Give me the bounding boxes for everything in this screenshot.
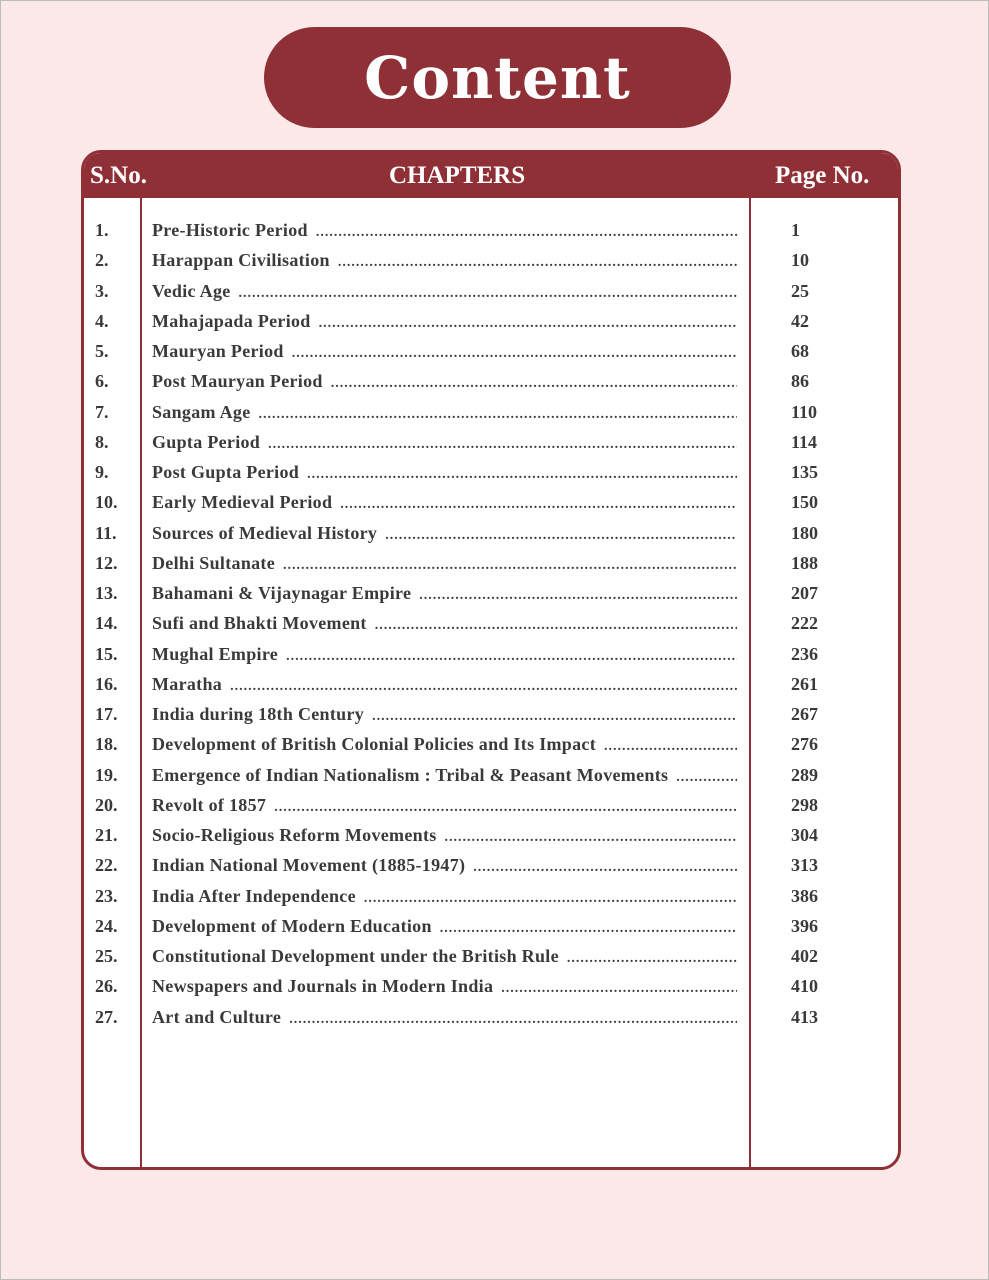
table-row bbox=[84, 672, 898, 702]
dot-leader bbox=[440, 921, 737, 937]
table-row bbox=[84, 309, 898, 339]
chapter-entry bbox=[152, 976, 737, 997]
dot-leader bbox=[259, 407, 737, 423]
chapter-title: Post Mauryan Period bbox=[152, 371, 323, 392]
dot-leader bbox=[419, 588, 737, 604]
page-number: 402 bbox=[791, 946, 818, 966]
dot-leader bbox=[239, 286, 737, 302]
page-number: 150 bbox=[791, 492, 818, 513]
chapter-title: Harappan Civilisation bbox=[152, 250, 330, 271]
table-row bbox=[84, 793, 898, 823]
page-number: 110 bbox=[791, 401, 818, 422]
table-row bbox=[84, 551, 898, 581]
chapter-number: 12. bbox=[95, 552, 118, 573]
page-number: 304 bbox=[791, 825, 818, 845]
page-number: 396 bbox=[791, 915, 818, 936]
table-row bbox=[84, 823, 898, 853]
dot-leader bbox=[230, 679, 737, 695]
page-title: Content bbox=[364, 43, 631, 112]
chapter-title: Delhi Sultanate bbox=[152, 552, 276, 573]
page-number: 236 bbox=[791, 643, 818, 664]
chapter-number: 7. bbox=[95, 401, 109, 422]
chapter-entry bbox=[152, 311, 737, 332]
dot-leader bbox=[319, 316, 737, 332]
page-number: 276 bbox=[791, 734, 818, 755]
chapter-number: 3. bbox=[95, 280, 109, 301]
chapter-entry bbox=[152, 371, 737, 392]
dot-leader bbox=[372, 709, 737, 725]
header-page-no: Page No. bbox=[775, 162, 870, 189]
chapter-entry bbox=[152, 795, 737, 816]
chapter-title: Sources of Medieval History bbox=[152, 522, 378, 543]
chapter-title: India during 18th Century bbox=[152, 704, 365, 724]
table-row bbox=[84, 853, 898, 883]
dot-leader bbox=[567, 951, 737, 967]
page-number: 410 bbox=[791, 976, 818, 997]
chapter-entry bbox=[152, 220, 737, 241]
table-row bbox=[84, 914, 898, 944]
chapter-number: 20. bbox=[95, 794, 118, 815]
table-row bbox=[84, 460, 898, 490]
chapter-number: 16. bbox=[95, 673, 118, 694]
chapter-entry bbox=[152, 855, 737, 876]
chapter-entry bbox=[152, 765, 737, 786]
page-number: 298 bbox=[791, 794, 818, 815]
table-row bbox=[84, 490, 898, 520]
table-row bbox=[84, 581, 898, 611]
page-number: 222 bbox=[791, 613, 818, 634]
chapter-entry bbox=[152, 402, 737, 423]
chapter-title: Art and Culture bbox=[152, 1006, 282, 1027]
chapter-entry bbox=[152, 825, 737, 846]
page-number: 25 bbox=[791, 280, 809, 301]
chapter-title: Bahamani & Vijaynagar Empire bbox=[152, 583, 412, 603]
dot-leader bbox=[292, 346, 737, 362]
chapter-entry bbox=[152, 341, 737, 362]
chapter-title: Mauryan Period bbox=[152, 341, 284, 361]
chapter-entry bbox=[152, 250, 737, 271]
dot-leader bbox=[604, 739, 737, 755]
dot-leader bbox=[375, 618, 737, 634]
chapter-title: Development of Modern Education bbox=[152, 915, 432, 936]
chapter-number: 15. bbox=[95, 643, 118, 664]
table-row bbox=[84, 702, 898, 732]
chapter-title: Newspapers and Journals in Modern India bbox=[152, 976, 494, 997]
chapter-entry bbox=[152, 916, 737, 937]
chapter-entry bbox=[152, 886, 737, 907]
table-row bbox=[84, 218, 898, 248]
chapter-number: 10. bbox=[95, 492, 118, 513]
chapter-number: 2. bbox=[95, 250, 109, 271]
chapter-number: 5. bbox=[95, 341, 109, 361]
dot-leader bbox=[676, 770, 737, 786]
chapter-title: Constitutional Development under the British Rule bbox=[152, 946, 559, 966]
chapter-title: Sangam Age bbox=[152, 401, 251, 422]
chapter-number: 17. bbox=[95, 704, 118, 724]
chapter-title: Early Medieval Period bbox=[152, 492, 333, 513]
chapter-title: Gupta Period bbox=[152, 431, 261, 452]
dot-leader bbox=[307, 467, 737, 483]
chapter-number: 25. bbox=[95, 946, 118, 966]
chapter-entry bbox=[152, 644, 737, 665]
chapter-title: Revolt of 1857 bbox=[152, 794, 267, 815]
chapter-number: 24. bbox=[95, 915, 118, 936]
chapter-number: 1. bbox=[95, 220, 109, 240]
chapter-number: 21. bbox=[95, 825, 118, 845]
chapter-number: 9. bbox=[95, 462, 109, 482]
dot-leader bbox=[364, 891, 737, 907]
dot-leader bbox=[274, 800, 737, 816]
chapter-number: 26. bbox=[95, 976, 118, 997]
dot-leader bbox=[501, 981, 737, 997]
chapter-number: 6. bbox=[95, 371, 109, 392]
chapter-entry bbox=[152, 492, 737, 513]
chapter-entry bbox=[152, 674, 737, 695]
toc-header bbox=[84, 153, 898, 198]
page-number: 188 bbox=[791, 552, 818, 573]
table-row bbox=[84, 944, 898, 974]
dot-leader bbox=[316, 225, 737, 241]
chapter-number: 18. bbox=[95, 734, 118, 755]
table-row bbox=[84, 974, 898, 1004]
table-row bbox=[84, 521, 898, 551]
chapter-number: 14. bbox=[95, 613, 118, 634]
header-chapters: CHAPTERS bbox=[389, 162, 526, 189]
chapter-entry bbox=[152, 462, 737, 483]
chapter-title: Maratha bbox=[152, 673, 223, 694]
chapter-number: 8. bbox=[95, 431, 109, 452]
dot-leader bbox=[445, 830, 737, 846]
dot-leader bbox=[340, 497, 737, 513]
table-row bbox=[84, 430, 898, 460]
page-number: 386 bbox=[791, 885, 818, 906]
table-row bbox=[84, 642, 898, 672]
chapter-title: Socio-Religious Reform Movements bbox=[152, 825, 437, 845]
table-row bbox=[84, 611, 898, 641]
title-banner bbox=[264, 27, 731, 128]
chapter-title: Mahajapada Period bbox=[152, 310, 311, 331]
chapter-entry bbox=[152, 704, 737, 725]
chapter-entry bbox=[152, 583, 737, 604]
dot-leader bbox=[268, 437, 737, 453]
chapter-title: India After Independence bbox=[152, 885, 356, 906]
page-number: 42 bbox=[791, 310, 809, 331]
table-row bbox=[84, 763, 898, 793]
table-row bbox=[84, 279, 898, 309]
page-number: 261 bbox=[791, 673, 818, 694]
chapter-title: Indian National Movement (1885-1947) bbox=[152, 855, 466, 876]
header-sno: S.No. bbox=[90, 162, 147, 189]
page-number: 135 bbox=[791, 462, 818, 482]
chapter-title: Development of British Colonial Policies and Its Impact bbox=[152, 734, 596, 755]
chapter-number: 19. bbox=[95, 764, 118, 785]
page-number: 289 bbox=[791, 764, 818, 785]
page-number: 68 bbox=[791, 341, 809, 361]
dot-leader bbox=[473, 860, 737, 876]
page-number: 86 bbox=[791, 371, 809, 392]
table-row bbox=[84, 732, 898, 762]
page-number: 313 bbox=[791, 855, 818, 876]
dot-leader bbox=[283, 558, 737, 574]
chapter-entry bbox=[152, 281, 737, 302]
page-number: 1 bbox=[791, 220, 800, 240]
toc-table bbox=[81, 150, 901, 1170]
toc-rows bbox=[84, 218, 898, 1035]
dot-leader bbox=[289, 1012, 737, 1028]
chapter-number: 4. bbox=[95, 310, 109, 331]
chapter-title: Emergence of Indian Nationalism : Tribal & Peasant Movements bbox=[152, 764, 669, 785]
table-row bbox=[84, 884, 898, 914]
chapter-number: 23. bbox=[95, 885, 118, 906]
chapter-entry bbox=[152, 553, 737, 574]
table-row bbox=[84, 339, 898, 369]
chapter-number: 27. bbox=[95, 1006, 118, 1027]
page-number: 10 bbox=[791, 250, 809, 271]
dot-leader bbox=[385, 528, 737, 544]
page-number: 267 bbox=[791, 704, 818, 724]
chapter-entry bbox=[152, 1007, 737, 1028]
table-row bbox=[84, 248, 898, 278]
table-row bbox=[84, 1005, 898, 1035]
dot-leader bbox=[286, 649, 737, 665]
chapter-number: 13. bbox=[95, 583, 118, 603]
chapter-number: 11. bbox=[95, 522, 117, 543]
chapter-entry bbox=[152, 432, 737, 453]
chapter-entry bbox=[152, 946, 737, 967]
chapter-title: Vedic Age bbox=[152, 280, 231, 301]
chapter-entry bbox=[152, 613, 737, 634]
table-row bbox=[84, 400, 898, 430]
page-number: 180 bbox=[791, 522, 818, 543]
dot-leader bbox=[338, 255, 737, 271]
table-row bbox=[84, 369, 898, 399]
chapter-title: Sufi and Bhakti Movement bbox=[152, 613, 367, 634]
chapter-title: Post Gupta Period bbox=[152, 462, 300, 482]
dot-leader bbox=[331, 376, 737, 392]
chapter-entry bbox=[152, 734, 737, 755]
chapter-number: 22. bbox=[95, 855, 118, 876]
chapter-entry bbox=[152, 523, 737, 544]
chapter-title: Pre-Historic Period bbox=[152, 220, 308, 240]
page-number: 114 bbox=[791, 431, 818, 452]
chapter-title: Mughal Empire bbox=[152, 643, 279, 664]
page-number: 413 bbox=[791, 1006, 818, 1027]
page-number: 207 bbox=[791, 583, 818, 603]
